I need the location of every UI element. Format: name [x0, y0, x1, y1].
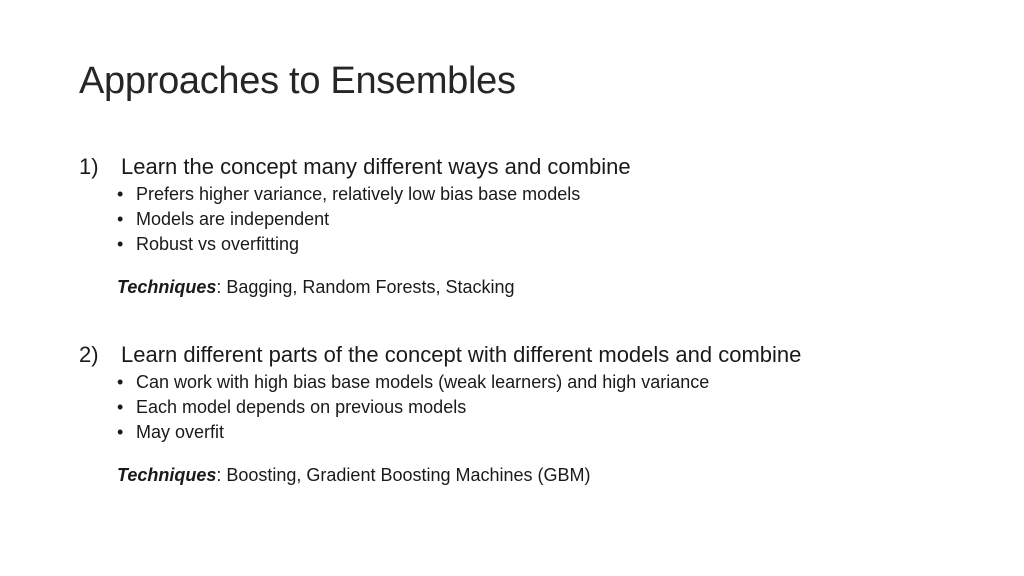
approach-section-1: [79, 152, 979, 300]
slide-title: Approaches to Ensembles: [79, 60, 516, 102]
section-heading-text: Learn the concept many different ways and combine: [121, 154, 631, 179]
bullet-dot-icon: •: [117, 372, 124, 392]
bullet-item: [117, 370, 979, 395]
bullet-text: Can work with high bias base models (weak learners) and high variance: [136, 372, 710, 392]
techniques-line: [117, 275, 979, 300]
techniques-label: Techniques: [117, 277, 217, 297]
bullet-list: [79, 370, 979, 445]
bullet-list: [79, 182, 979, 257]
section-heading-text: Learn different parts of the concept with different models and combine: [121, 342, 802, 367]
bullet-text: Models are independent: [136, 209, 330, 229]
techniques-text: : Bagging, Random Forests, Stacking: [216, 277, 515, 297]
bullet-dot-icon: •: [117, 234, 124, 254]
bullet-item: [117, 232, 979, 257]
bullet-text: Each model depends on previous models: [136, 397, 467, 417]
bullet-item: [117, 395, 979, 420]
bullet-dot-icon: •: [117, 397, 124, 417]
approach-section-2: [79, 340, 979, 488]
techniques-text: : Boosting, Gradient Boosting Machines (GBM): [216, 465, 591, 485]
bullet-text: Prefers higher variance, relatively low bias base models: [136, 184, 581, 204]
techniques-label: Techniques: [117, 465, 217, 485]
section-number: 1): [79, 154, 99, 179]
bullet-text: May overfit: [136, 422, 225, 442]
bullet-dot-icon: •: [117, 422, 124, 442]
bullet-text: Robust vs overfitting: [136, 234, 300, 254]
section-heading: [79, 340, 979, 370]
bullet-item: [117, 182, 979, 207]
bullet-dot-icon: •: [117, 184, 124, 204]
section-heading: [79, 152, 979, 182]
section-number: 2): [79, 342, 99, 367]
bullet-item: [117, 207, 979, 232]
bullet-item: [117, 420, 979, 445]
bullet-dot-icon: •: [117, 209, 124, 229]
techniques-line: [117, 463, 979, 488]
